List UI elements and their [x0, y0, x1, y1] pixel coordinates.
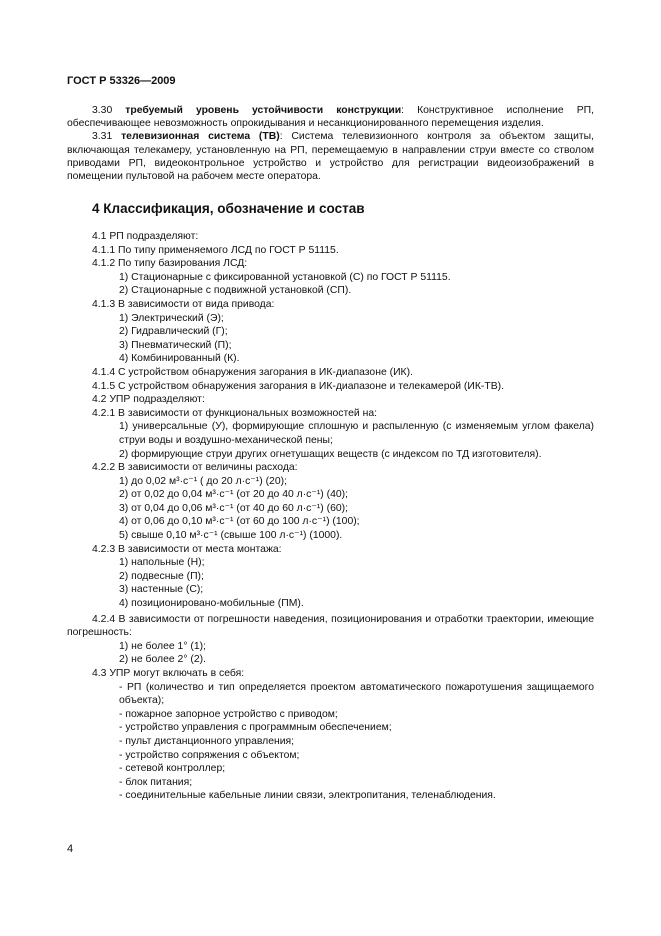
section-heading: 4 Классификация, обозначение и состав: [92, 201, 365, 216]
list-item: - блок питания;: [119, 776, 193, 788]
page-header-doc-code: ГОСТ Р 53326—2009: [67, 75, 176, 87]
list-item: 1) Стационарные с фиксированной установкой (С) по ГОСТ Р 51115.: [119, 271, 451, 283]
list-item-text: 1) универсальные (У), формирующие сплошную и распыленную (с изменяемым углом факела) струи воды и воздушно-механической пены;: [119, 421, 594, 446]
definition-3-31: [67, 130, 594, 183]
list-item: [67, 420, 594, 447]
list-item: 1) Электрический (Э);: [119, 312, 224, 324]
definition-text: : Система телевизионного контроля за объектом защиты, включающая телекамеру, установленную на РП, перемещаемую в направлении струи вместе со стволом приводами РП, видеоконтрольное устройство и устройство для регистрации видеоизображений в помещении пультовой на рабочем месте оператора.: [67, 131, 595, 183]
list-item: 4.2.1 В зависимости от функциональных возможностей на:: [92, 407, 377, 419]
list-item: 2) Стационарные с подвижной установкой (СП).: [119, 285, 352, 297]
list-item: 2) от 0,02 до 0,04 м³·с⁻¹ (от 20 до 40 л·с⁻¹) (40);: [119, 489, 349, 501]
list-item: 4.3 УПР могут включать в себя:: [92, 668, 245, 679]
definition-3-30: [67, 104, 594, 130]
definition-term: телевизионная система (ТВ): [121, 131, 280, 143]
list-item: 1) до 0,02 м³·с⁻¹ ( до 20 л·с⁻¹) (20);: [119, 475, 287, 487]
list-item: 4.2 УПР подразделяют:: [92, 394, 205, 406]
list-item: 4) Комбинированный (К).: [119, 353, 240, 365]
list-item: 5) свыше 0,10 м³·с⁻¹ (свыше 100 л·с⁻¹) (1000).: [119, 530, 343, 542]
list-item: - РП (количество и тип определяется проектом автоматического пожаротушения защищаемого объекта);: [119, 681, 594, 707]
list-item: - соединительные кабельные линии связи, электропитания, теленаблюдения.: [119, 790, 496, 802]
classification-list: [67, 230, 594, 803]
list-item: 3) от 0,04 до 0,06 м³·с⁻¹ (от 40 до 60 л·с⁻¹) (60);: [119, 502, 349, 514]
list-item: 2) не более 2° (2).: [119, 654, 206, 666]
definition-text: : Конструктивное исполнение РП, обеспечивающее невозможность опрокидывания и несанкционированного перемещения изделия.: [67, 105, 594, 130]
list-item: 4.1.2 По типу базирования ЛСД:: [92, 258, 248, 270]
list-item: 4.1.4 С устройством обнаружения загорания в ИК-диапазоне (ИК).: [92, 366, 413, 378]
list-item: 1) не более 1° (1);: [119, 640, 206, 652]
definition-term: требуемый уровень устойчивости конструкции: [125, 105, 402, 116]
page-number: 4: [67, 843, 74, 855]
list-item: 4.2.2 В зависимости от величины расхода:: [92, 462, 298, 474]
list-item: - сетевой контроллер;: [119, 763, 226, 775]
list-item: 4.1.5 С устройством обнаружения загорания в ИК-диапазоне и телекамерой (ИК-ТВ).: [92, 380, 505, 392]
list-item: 2) Гидравлический (Г);: [119, 326, 228, 338]
list-item: 2) формирующие струи других огнетушащих веществ (с индексом по ТД изготовителя).: [119, 448, 542, 460]
list-item: 1) напольные (Н);: [119, 557, 205, 569]
list-item: - пожарное запорное устройство с приводом;: [119, 708, 338, 720]
list-item: 4.1.1 По типу применяемого ЛСД по ГОСТ Р 51115.: [92, 244, 339, 256]
definition-number: 3.31: [92, 131, 113, 143]
definition-number: 3.30: [92, 105, 113, 116]
list-item: 3) настенные (С);: [119, 584, 204, 596]
list-item: 4.2.3 В зависимости от места монтажа:: [92, 543, 282, 555]
list-item: 4) от 0,06 до 0,10 м³·с⁻¹ (от 60 до 100 л·с⁻¹) (100);: [119, 516, 360, 528]
list-item: - устройство управления с программным обеспечением;: [119, 722, 392, 734]
list-item: 4.1.3 В зависимости от вида привода:: [92, 298, 275, 310]
list-item: 4) позиционировано-мобильные (ПМ).: [119, 598, 304, 610]
list-item: 3) Пневматический (П);: [119, 339, 232, 351]
definitions-block: [67, 104, 594, 183]
list-item: - пульт дистанционного управления;: [119, 735, 295, 747]
list-item: 4.1 РП подразделяют:: [92, 231, 199, 242]
list-item: - устройство сопряжения с объектом;: [119, 749, 300, 761]
list-item: 2) подвесные (П);: [119, 570, 204, 582]
list-item: 4.2.4 В зависимости от погрешности наведения, позиционирования и отработки траектории, имеющие погрешность:: [67, 613, 594, 639]
